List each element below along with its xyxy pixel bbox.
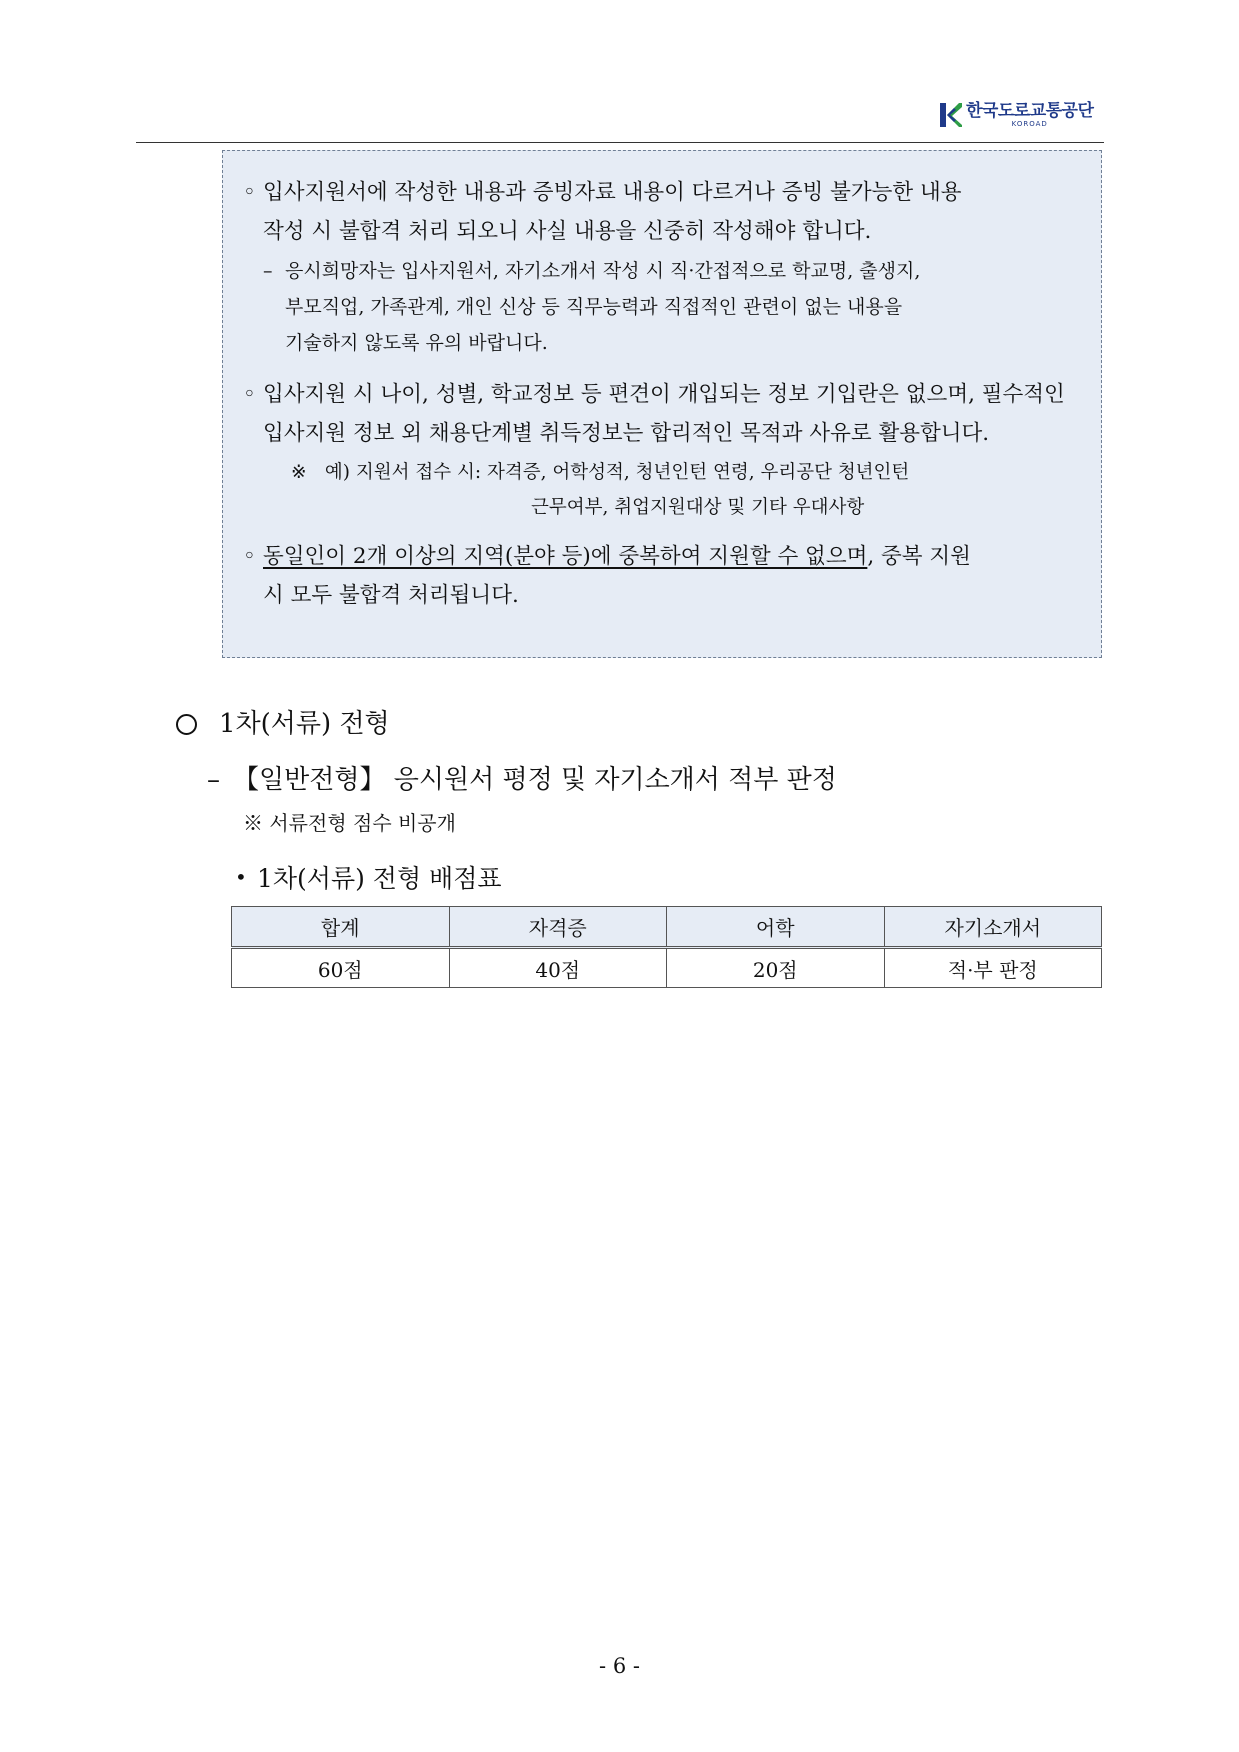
example-line: 근무여부, 취업지원대상 및 기타 우대사항: [531, 497, 865, 518]
circle-bullet-icon: [176, 714, 197, 735]
dash-marker: –: [207, 765, 220, 795]
section-title-text: 1차(서류) 전형: [219, 709, 390, 739]
table-cell: 20점: [667, 948, 885, 988]
bullet-marker: ◦: [243, 544, 256, 569]
notice-line: [263, 537, 1081, 576]
notice-item: [241, 173, 1081, 251]
section-title: [176, 704, 390, 744]
table-cell: 60점: [232, 948, 450, 988]
notice-box: [222, 150, 1102, 658]
notice-subline: 부모직업, 가족관계, 개인 신상 등 직무능력과 직접적인 관련이 없는 내용을: [285, 296, 903, 318]
score-table: [231, 906, 1102, 988]
notice-line: 작성 시 불합격 처리 되오니 사실 내용을 신중히 작성해야 합니다.: [263, 219, 872, 244]
example-line: 예) 지원서 접수 시: 자격증, 어학성적, 청년인턴 연령, 우리공단 청년인턴: [324, 462, 910, 483]
table-cell: 적·부 판정: [884, 948, 1102, 988]
notice-subline: 기술하지 않도록 유의 바랍니다.: [285, 332, 548, 354]
table-header-cell: 어학: [667, 907, 885, 948]
logo-subtext: KOROAD: [1011, 119, 1048, 128]
subsection-title-text: 【일반전형】 응시원서 평정 및 자기소개서 적부 판정: [233, 765, 837, 795]
notice-subitem: [241, 253, 1081, 361]
table-header-cell: 자기소개서: [884, 907, 1102, 948]
notice-line-rest: , 중복 지원: [867, 544, 971, 569]
bullet-marker: ◦: [243, 180, 256, 205]
koroad-logo-icon: [940, 103, 962, 127]
dash-marker: –: [263, 260, 273, 282]
notice-line: 입사지원 시 나이, 성별, 학교정보 등 편견이 개입되는 정보 기입란은 없으며, 필수적인: [263, 382, 1065, 407]
underlined-text: 동일인이 2개 이상의 지역(분야 등)에 중복하여 지원할 수 없으며: [263, 544, 868, 569]
score-note: ※ 서류전형 점수 비공개: [243, 811, 456, 835]
table-header-row: [232, 907, 1102, 948]
organization-logo: [940, 100, 1093, 130]
notice-item: [241, 375, 1081, 453]
page-number: - 6 -: [599, 1654, 640, 1678]
logo-text: 한국도로교통공단: [966, 100, 1094, 121]
reference-marker: ※: [291, 462, 307, 483]
table-header-cell: 자격증: [449, 907, 667, 948]
notice-line: 입사지원 정보 외 채용단계별 취득정보는 합리적인 목적과 사유로 활용합니다.: [263, 421, 990, 446]
dot-bullet-icon: •: [235, 865, 247, 889]
notice-line: 입사지원서에 작성한 내용과 증빙자료 내용이 다르거나 증빙 불가능한 내용: [263, 180, 962, 205]
table-title-text: 1차(서류) 전형 배점표: [257, 864, 502, 893]
notice-line: 시 모두 불합격 처리됩니다.: [263, 583, 519, 608]
example-note: [241, 455, 1081, 525]
notice-subline: 응시희망자는 입사지원서, 자기소개서 작성 시 직·간접적으로 학교명, 출생지,: [285, 260, 921, 282]
table-row: [232, 948, 1102, 988]
table-cell: 40점: [449, 948, 667, 988]
subsection-title: [207, 760, 837, 800]
notice-item: [241, 537, 1081, 615]
table-title: [235, 858, 502, 898]
bullet-marker: ◦: [243, 382, 256, 407]
table-header-cell: 합계: [232, 907, 450, 948]
header-divider: [136, 142, 1104, 143]
